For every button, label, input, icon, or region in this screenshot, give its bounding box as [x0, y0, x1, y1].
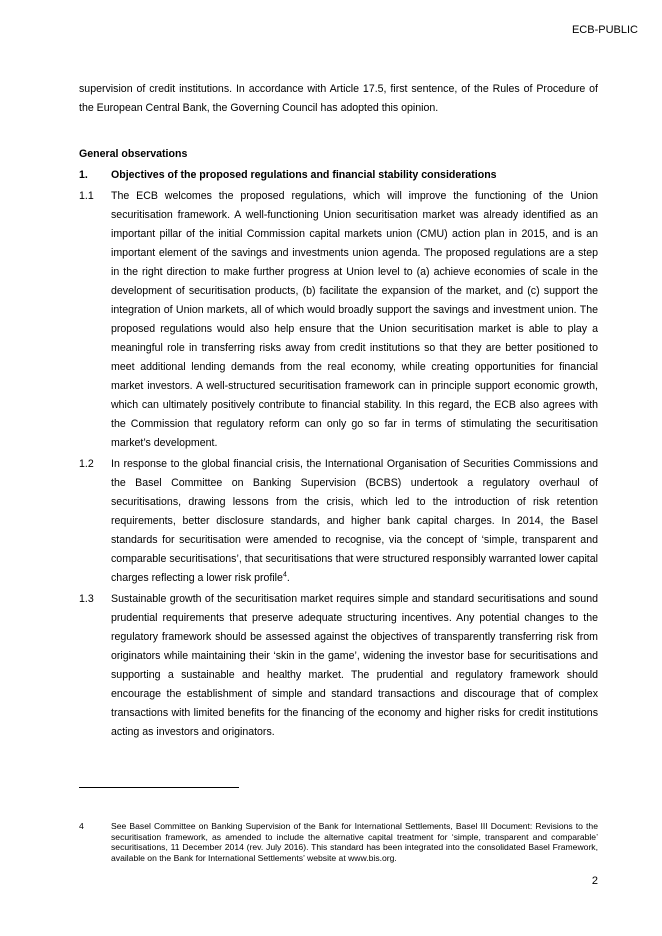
footnote: [79, 821, 598, 863]
paragraph-text-end: .: [286, 572, 290, 584]
paragraph-1-3: [79, 590, 598, 742]
footnote-number: 4: [79, 821, 84, 831]
intro-paragraph: supervision of credit institutions. In accordance with Article 17.5, first sentence, of the Rules of Procedure of the European Central Bank, the Governing Council has adopted this opinion.: [79, 83, 598, 114]
paragraph-1-2: [79, 455, 598, 588]
paragraph-number: 1.2: [79, 458, 94, 470]
footnote-text: See Basel Committee on Banking Supervision of the Bank for International Settlements, Basel III Document: Revisions to the securitisation framework, as amended to include the alternative capital treatment for ‘simple, transparent and comparable’ securitisations, 11 December 2014 (rev. July 2016). This standard has been integrated into the consolidated Basel Framework, available on the Bank for International Settlements’ website at www.bis.org.: [111, 821, 598, 863]
main-content: [79, 145, 598, 742]
section-title: General observations: [79, 148, 188, 160]
paragraph-text: Sustainable growth of the securitisation market requires simple and standard securitisations and sound prudential requirements that preserve adequate structuring incentives. Any potential changes to the regulatory framework should be assessed against the objectives of transparently transferring risk from originators while maintaining their ‘skin in the game’, widening the investor base for securitisations and supporting a sustainable and healthy market. The prudential and regulatory framework should encourage the establishment of simple and standard transactions and discourage that of complex transactions with limited benefits for the financing of the economy and higher risks for credit institutions acting as investors and originators.: [111, 593, 598, 738]
subsection-heading: [79, 166, 598, 185]
page-number: 2: [591, 875, 598, 887]
paragraph-1-1: [79, 187, 598, 453]
classification-label: ECB-PUBLIC: [571, 24, 638, 36]
subsection-number: 1.: [79, 169, 88, 181]
paragraph-text: The ECB welcomes the proposed regulations, which will improve the functioning of the Union securitisation framework. A well-functioning Union securitisation market was already identified as an important pillar of the initial Commission capital markets union (CMU) action plan in 2015, and is an important element of the savings and investments union agenda. The proposed regulations are a step in the right direction to make further progress at Union level to (a) achieve economies of scale in the development of securitisation products, (b) facilitate the expansion of the market, and (c) support the integration of Union markets, all of which would broadly support the savings and investment union. The proposed regulations would also help ensure that the Union securitisation market is able to play a meaningful role in transferring risks away from credit institutions so that they are better positioned to meet additional lending demands from the real economy, while creating opportunities for financial market investors. A well-structured securitisation framework can in principle support economic growth, which can ultimately positively contribute to financial stability. In this regard, the ECB also agrees with the Commission that regulatory reform can only go so far in terms of stimulating the securitisation market’s development.: [111, 190, 598, 449]
footnote-divider: [79, 787, 239, 788]
paragraph-text-container: [111, 455, 598, 588]
paragraph-text: In response to the global financial crisis, the International Organisation of Securities Commissions and the Basel Committee on Banking Supervision (BCBS) undertook a regulatory overhaul of securitisations, drawing lessons from the crisis, which led to the introduction of risk retention requirements, better disclosure standards, and higher bank capital charges. In 2014, the Basel standards for securitisation were amended to recognise, via the concept of ‘simple, transparent and comparable securitisations’, that securitisations that were structured responsibly warranted lower capital charges reflecting a lower risk profile: [111, 458, 598, 584]
subsection-title: Objectives of the proposed regulations and financial stability considerations: [111, 169, 497, 181]
footnote-reference[interactable]: 4: [282, 571, 287, 579]
paragraph-number: 1.1: [79, 190, 94, 202]
paragraph-number: 1.3: [79, 593, 94, 605]
